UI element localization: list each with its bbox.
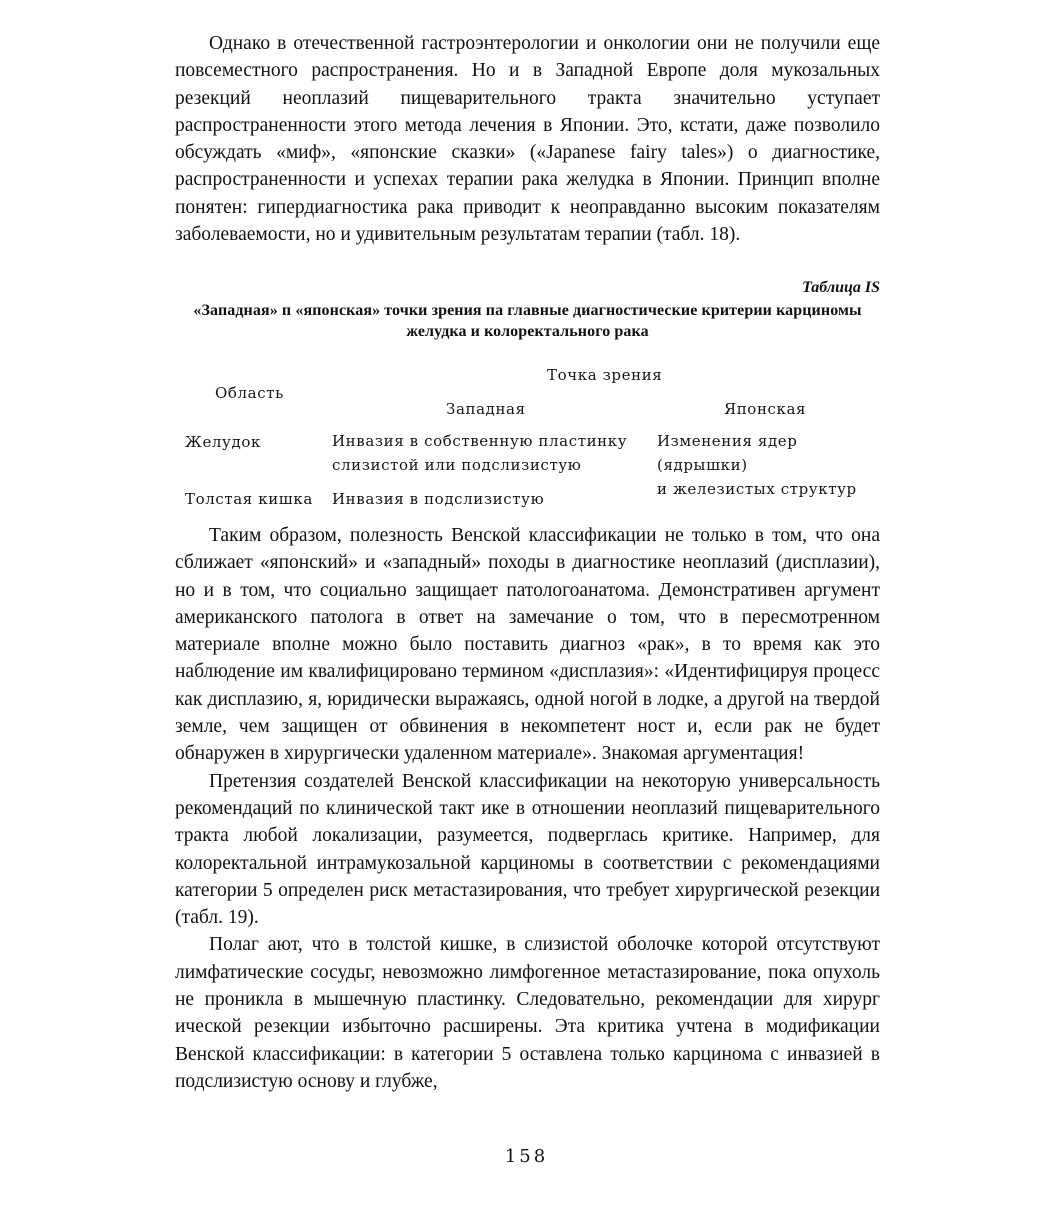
paragraph: Претензия создателей Венской классификации на некоторую универсальность рекомендаций по клинической такт ике в отношении неоплазий пищеварительного тракта любой локализации, разумеется, подверглась критике. Например, для колоректальной интрамукозальной карциномы в соответствии с рекомендациями категории 5 определен риск метастазирования, что требует хирургической резекции (табл. 19). <box>175 770 880 929</box>
row-colon-western: Инвазия в подслизистую <box>332 490 545 508</box>
main-text <box>175 522 880 1095</box>
paragraph: Однако в отечественной гастроэнтерологии и онкологии они не получили еще повсеместного распространения. Но и в Западной Европе доля мукозальных резекций неоплазий пищеварительного тракта значительно уступает распространенности этого метода лечения в Японии. Это, кстати, даже позволило обсуждать «миф», «японские сказки» («Japanese fairy tales») о диагностике, распространенности и успехах терапии рака желудка в Японии. Принцип вполне понятен: гипердиагностика рака приводит к неоправданно высоким показателям заболеваемости, но и удивительным результатам терапии (табл. 18). <box>175 33 880 246</box>
paragraph: Полаг ают, что в толстой кишке, в слизистой оболочке которой отсутствуют лимфатические сосудьг, невозможно лимфогенное метастазирование, пока опухоль не проникла в мышечную пластинку. Следовательно, рекомендации для хирург ической резекции избыточно расширены. Эта критика учтена в модификации Венской классификации: в категории 5 оставлена только карцинома с инвазией в подслизистую основу и глубже, <box>175 934 880 1092</box>
table-18 <box>175 278 880 508</box>
page-number: 158 <box>504 1146 549 1167</box>
header-japanese: Японская <box>724 400 807 418</box>
row-stomach-western: Инвазия в собственную пластинку слизистой или подслизистую <box>332 432 628 474</box>
paragraph: Таким образом, полезность Венской классификации не только в том, что она сближает «японский» и «западный» походы в диагностике неоплазий (дисплазии), но и в том, что социально защищает патологоанатома. Демонстративен аргумент американского патолога в ответ на замечание о том, что в пересмотренном материале вполне можно было поставить диагноз «рак», в то время как это наблюдение им квалифицировано термином «дисплазия»: «Идентифицируя процесс как дисплазию, я, юридически выражаясь, одной ногой в лодке, а другой на твердой земле, чем защищен от обвинения в некомпетент ност и, если рак не будет обнаружен в хирургически удаленном материале». Знакомая аргументация! <box>175 525 880 765</box>
header-western: Западная <box>446 400 526 418</box>
intro-text <box>175 30 880 248</box>
row-colon-area: Толстая кишка <box>185 490 313 508</box>
header-area: Область <box>215 384 284 402</box>
comparison-table <box>175 342 880 508</box>
japanese-criteria: Изменения ядер (ядрышки) и железистых структур <box>657 432 857 498</box>
table-title: «Западная» п «японская» точки зрения па главные диагностические критерии карциномы желудка и колоректального рака <box>193 302 862 340</box>
table-label: Таблица IS <box>802 279 880 296</box>
header-viewpoint: Точка зрения <box>547 366 663 384</box>
row-stomach-area: Желудок <box>185 433 261 451</box>
